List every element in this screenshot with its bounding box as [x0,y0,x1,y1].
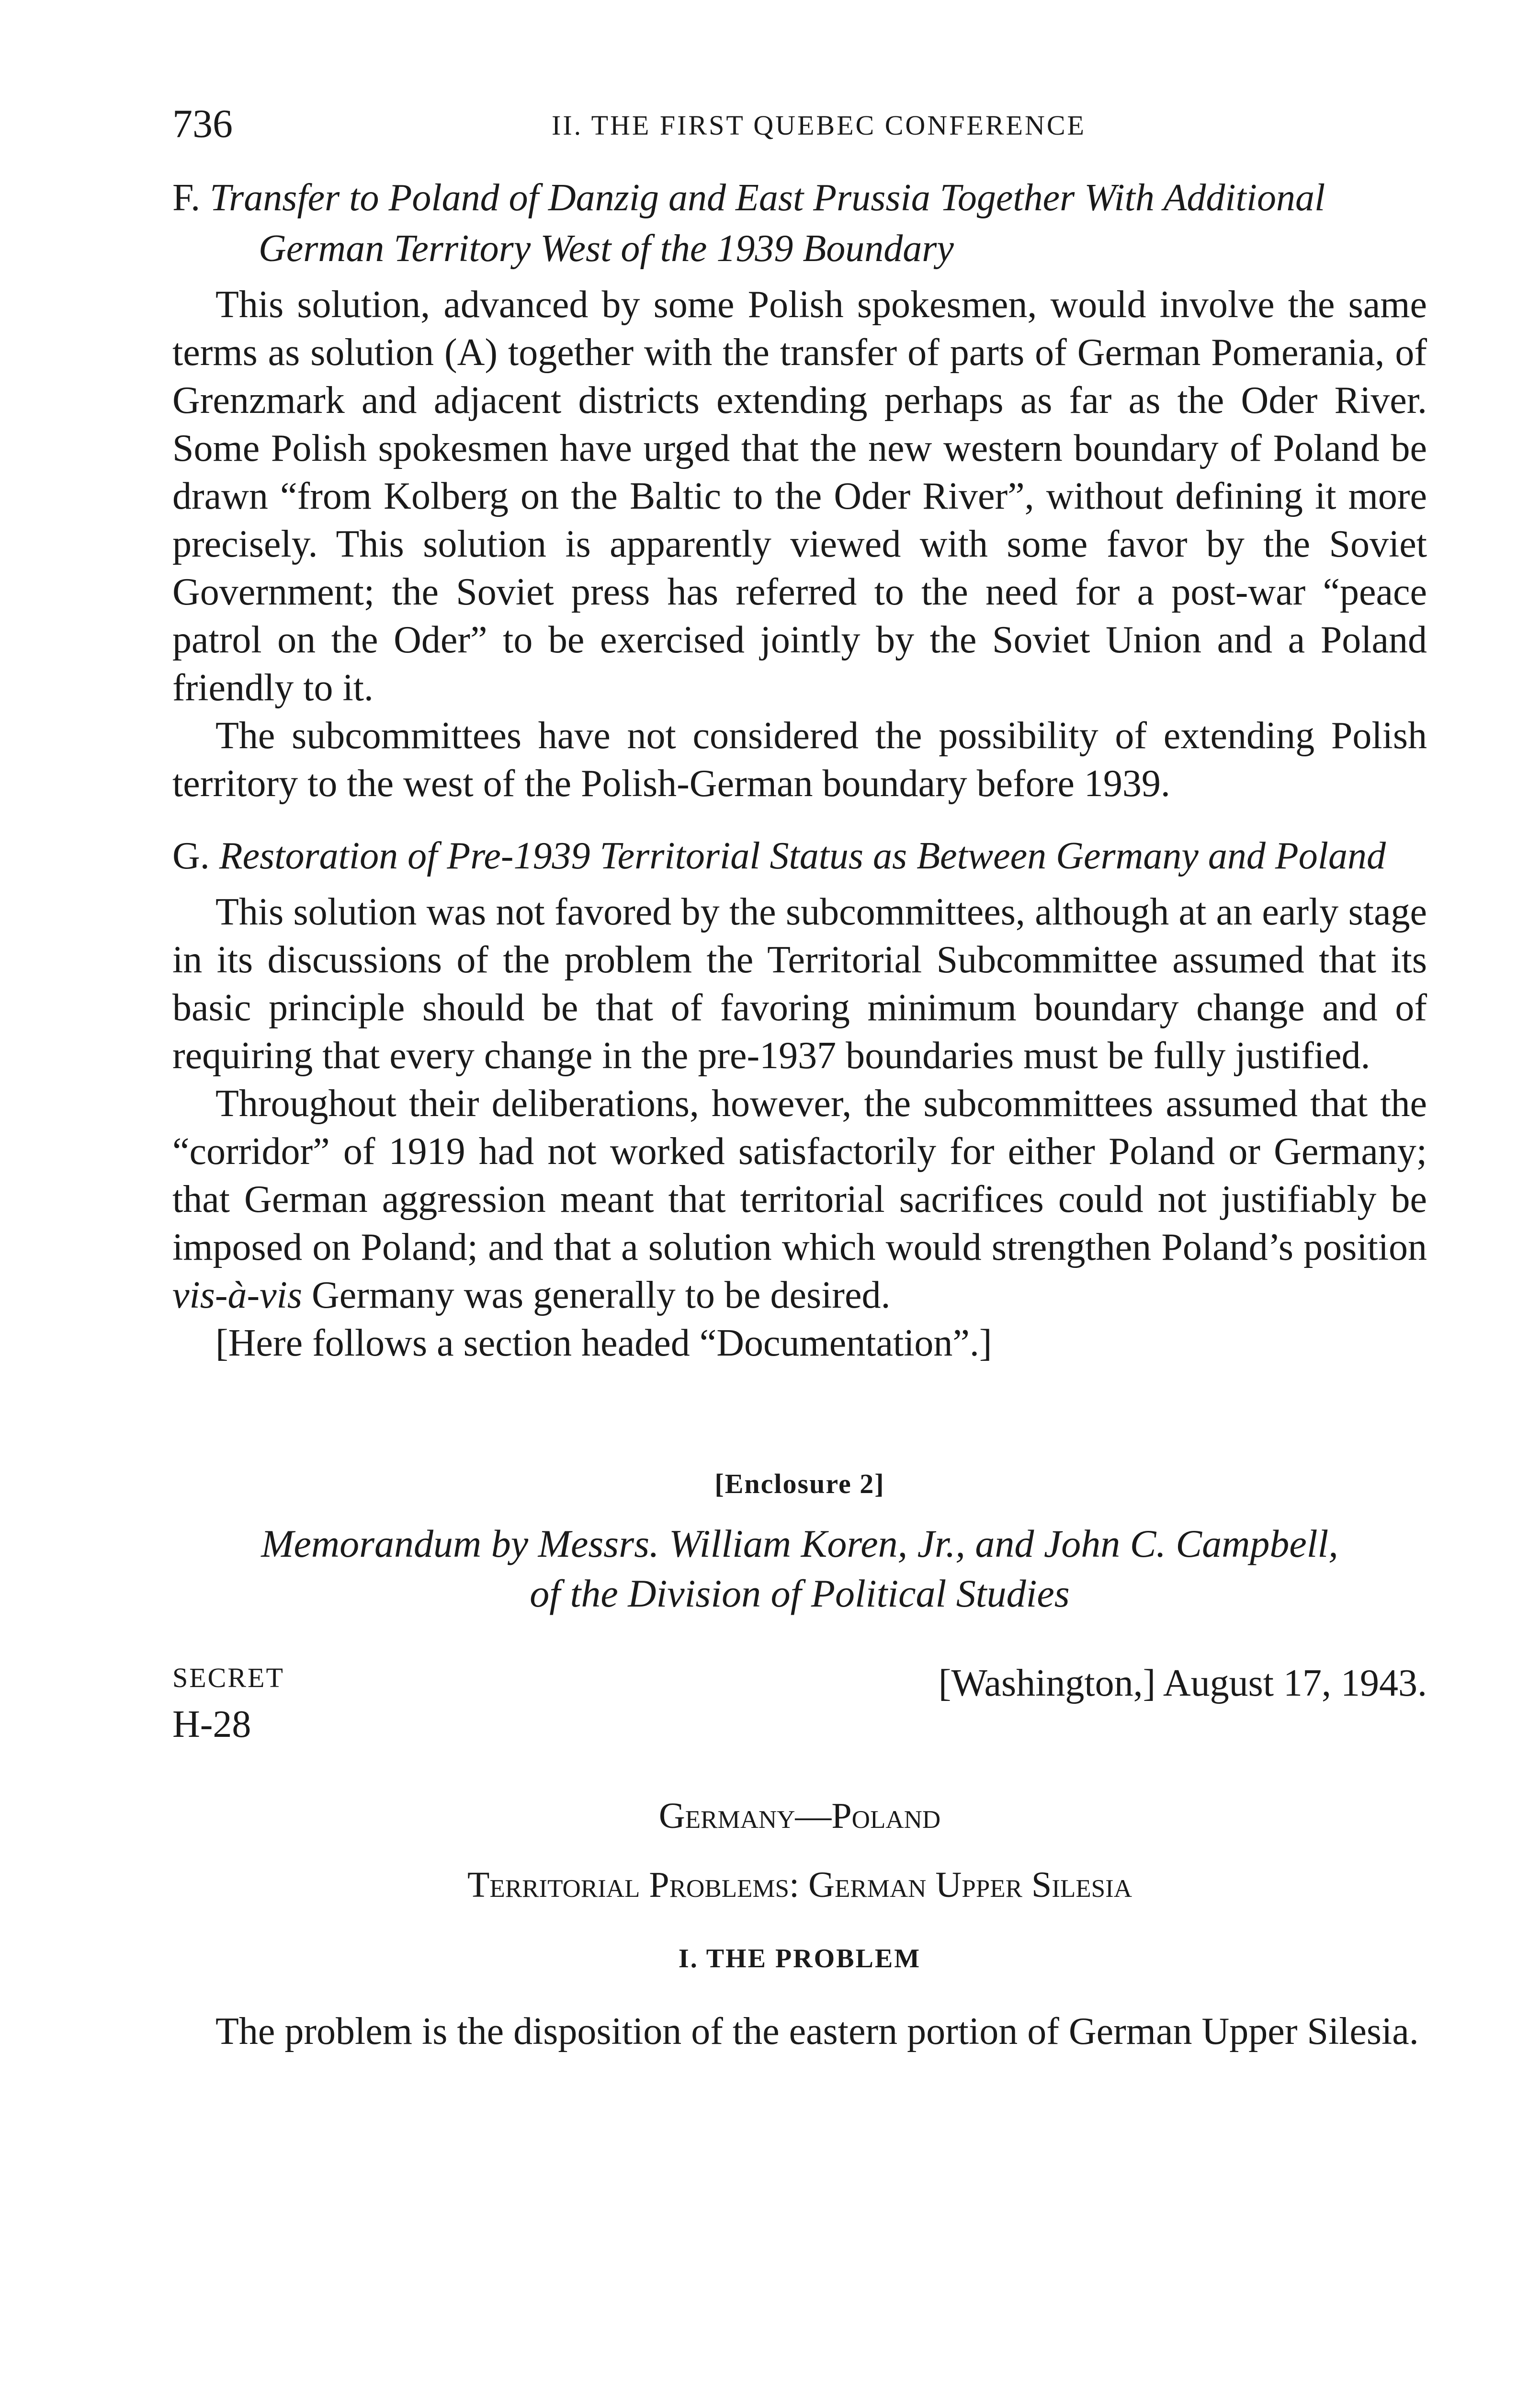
subject-line: Germany—Poland [658,1796,941,1836]
paragraph-italic-term: vis-à-vis [172,1274,303,1316]
memo-title-division: of the Division of Political Studies [530,1572,1070,1615]
section-g-paragraph: This solution was not favored by the subcommittees, although at an early stage in its discussions of the problem the Territorial Subcommittee assumed that its basic principle should be that of favoring minimum boundary change and of requiring that every change in the pre-1937 boundaries must be fully justified. [172,891,1427,1077]
running-title: II. THE FIRST QUEBEC CONFERENCE [552,110,1086,141]
section-f-heading [172,172,1427,274]
section-f-letter: F. [172,177,201,219]
paragraph-text: Throughout their deliberations, however, the subcommittees assumed that the “corridor” of 1919 had not worked satisfactorily for either Poland or Germany; that German aggression meant that territorial sacrifices could not justifiably be imposed on Poland; and that a solution which would strengthen Poland’s position [172,1083,1427,1268]
classification-label: SECRET [172,1662,284,1693]
section-f-title: Transfer to Poland of Danzig and East Prussia Together With Additional German Territory West of the 1939 Boundary [210,177,1325,270]
editorial-note: [Here follows a section headed “Documentation”.] [215,1322,992,1364]
section-g-title: Restoration of Pre-1939 Territorial Status as Between Germany and Poland [219,835,1386,877]
running-head [172,101,1427,153]
enclosure-label: [Enclosure 2] [714,1468,885,1499]
page-body [172,172,1427,2055]
section-heading: I. THE PROBLEM [678,1944,921,1973]
dateline: [Washington,] August 17, 1943. [938,1662,1427,1704]
memo-meta [172,1662,1427,1772]
section-g-letter: G. [172,835,210,877]
section-f-paragraph: This solution, advanced by some Polish spokesmen, would involve the same terms as solution (A) together with the transfer of parts of German Pomerania, of Grenzmark and adjacent districts extending perhaps as far as the Oder River. Some Polish spokesmen have urged that the new western boundary of Poland be drawn “from Kolberg on the Baltic to the Oder River”, without defining it more precisely. This solution is apparently viewed with some favor by the Soviet Government; the Soviet press has referred to the need for a post-war “peace patrol on the Oder” to be exercised jointly by the Soviet Union and a Poland friendly to it. [172,284,1427,709]
page-number: 736 [172,102,233,146]
subject-subline: Territorial Problems: German Upper Silesia [467,1865,1132,1905]
memo-title: Memorandum by Messrs. William Koren, Jr., and John C. Campbell, [261,1522,1338,1565]
section-f-paragraph: The subcommittees have not considered the possibility of extending Polish territory to the west of the Polish-German boundary before 1939. [172,715,1427,805]
problem-paragraph: The problem is the disposition of the eastern portion of German Upper Silesia. [215,2010,1419,2053]
document-number: H-28 [172,1703,251,1745]
paragraph-text: Germany was generally to be desired. [302,1274,891,1316]
section-g-heading [172,831,1427,881]
section-g-paragraph [172,1080,1427,1319]
